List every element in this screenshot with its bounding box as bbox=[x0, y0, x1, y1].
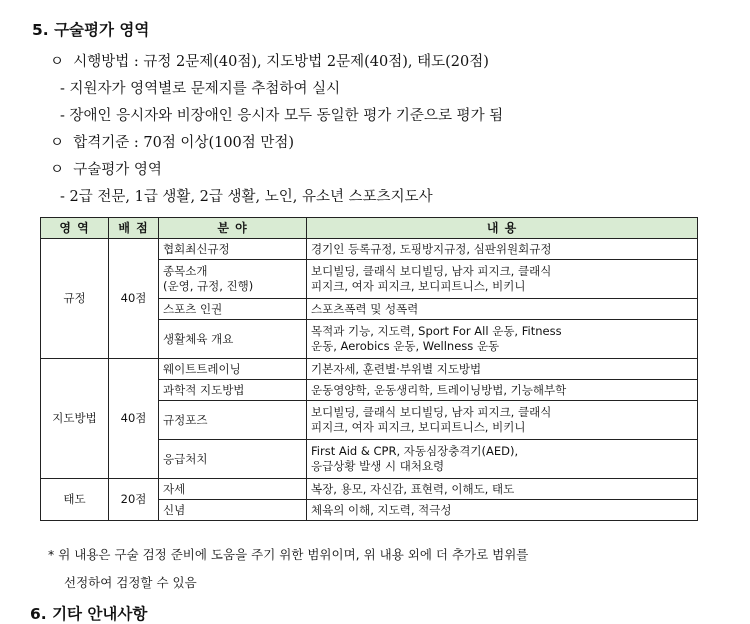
bullet-mark: - bbox=[60, 81, 65, 97]
oral-evaluation-table bbox=[40, 217, 698, 521]
table-header-row bbox=[41, 218, 698, 239]
bullet-text: 지원자가 영역별로 문제지를 추첨하여 실시 bbox=[69, 81, 341, 97]
bullet-mark: - bbox=[60, 189, 65, 205]
table-row bbox=[41, 479, 698, 500]
score-cell: 40점 bbox=[109, 359, 159, 479]
content-cell: 경기인 등록규정, 도핑방지규정, 심판위원회규정 bbox=[307, 239, 698, 260]
header-score: 배 점 bbox=[109, 218, 159, 239]
field-cell: 신념 bbox=[159, 500, 307, 521]
bullet-pass-criteria bbox=[50, 131, 294, 152]
field-cell: 자세 bbox=[159, 479, 307, 500]
section-title: 5. 구술평가 영역 bbox=[32, 21, 150, 39]
field-cell: 응급처치 bbox=[159, 440, 307, 479]
area-cell: 태도 bbox=[41, 479, 109, 521]
bullet-text: 구술평가 영역 bbox=[73, 162, 162, 178]
sub-bullet-draw bbox=[60, 77, 340, 98]
bullet-mark: ㅇ bbox=[50, 135, 65, 151]
content-cell: 체육의 이해, 지도력, 적극성 bbox=[307, 500, 698, 521]
bullet-mark: - bbox=[60, 108, 65, 124]
bullet-text: 시행방법 : 규정 2문제(40점), 지도방법 2문제(40점), 태도(20점) bbox=[73, 54, 489, 70]
header-area: 영 역 bbox=[41, 218, 109, 239]
content-cell: 보디빌딩, 클래식 보디빌딩, 남자 피지크, 클래식 피지크, 여자 피지크, 보디피트니스, 비키니 bbox=[307, 260, 698, 299]
score-cell: 20점 bbox=[109, 479, 159, 521]
bullet-mark: ㅇ bbox=[50, 54, 65, 70]
bullet-oral-area bbox=[50, 158, 162, 179]
sub-bullet-target-grades bbox=[60, 185, 433, 206]
content-cell: 보디빌딩, 클래식 보디빌딩, 남자 피지크, 클래식 피지크, 여자 피지크, 보디피트니스, 비키니 bbox=[307, 401, 698, 440]
next-section-title-partial: 6. 기타 안내사항 bbox=[30, 605, 148, 623]
content-cell: 스포츠폭력 및 성폭력 bbox=[307, 299, 698, 320]
content-cell: 복장, 용모, 자신감, 표현력, 이해도, 태도 bbox=[307, 479, 698, 500]
content-cell: 운동영양학, 운동생리학, 트레이닝방법, 기능해부학 bbox=[307, 380, 698, 401]
content-cell: 목적과 기능, 지도력, Sport For All 운동, Fitness 운동, Aerobics 운동, Wellness 운동 bbox=[307, 320, 698, 359]
sub-bullet-equal-criteria bbox=[60, 104, 503, 125]
bullet-text: 2급 전문, 1급 생활, 2급 생활, 노인, 유소년 스포츠지도사 bbox=[69, 189, 433, 205]
field-cell: 스포츠 인권 bbox=[159, 299, 307, 320]
field-cell: 종목소개 (운영, 규정, 진행) bbox=[159, 260, 307, 299]
field-cell: 웨이트트레이닝 bbox=[159, 359, 307, 380]
footnote-line-2: 선정하여 검정할 수 있음 bbox=[64, 575, 197, 590]
table-row bbox=[41, 359, 698, 380]
score-cell: 40점 bbox=[109, 239, 159, 359]
bullet-method bbox=[50, 50, 489, 71]
field-cell: 생활체육 개요 bbox=[159, 320, 307, 359]
bullet-mark: ㅇ bbox=[50, 162, 65, 178]
field-cell: 협회최신규정 bbox=[159, 239, 307, 260]
table-row bbox=[41, 239, 698, 260]
bullet-text: 장애인 응시자와 비장애인 응시자 모두 동일한 평가 기준으로 평가 됨 bbox=[69, 108, 504, 124]
header-field: 분 야 bbox=[159, 218, 307, 239]
field-cell: 규정포즈 bbox=[159, 401, 307, 440]
bullet-text: 합격기준 : 70점 이상(100점 만점) bbox=[73, 135, 295, 151]
content-cell: 기본자세, 훈련별·부위별 지도방법 bbox=[307, 359, 698, 380]
header-content: 내 용 bbox=[307, 218, 698, 239]
field-cell: 과학적 지도방법 bbox=[159, 380, 307, 401]
footnote-line-1: * 위 내용은 구술 검정 준비에 도움을 주기 위한 범위이며, 위 내용 외에 더 추가로 범위를 bbox=[48, 547, 529, 562]
area-cell: 규정 bbox=[41, 239, 109, 359]
content-cell: First Aid & CPR, 자동심장충격기(AED), 응급상황 발생 시 대처요령 bbox=[307, 440, 698, 479]
area-cell: 지도방법 bbox=[41, 359, 109, 479]
